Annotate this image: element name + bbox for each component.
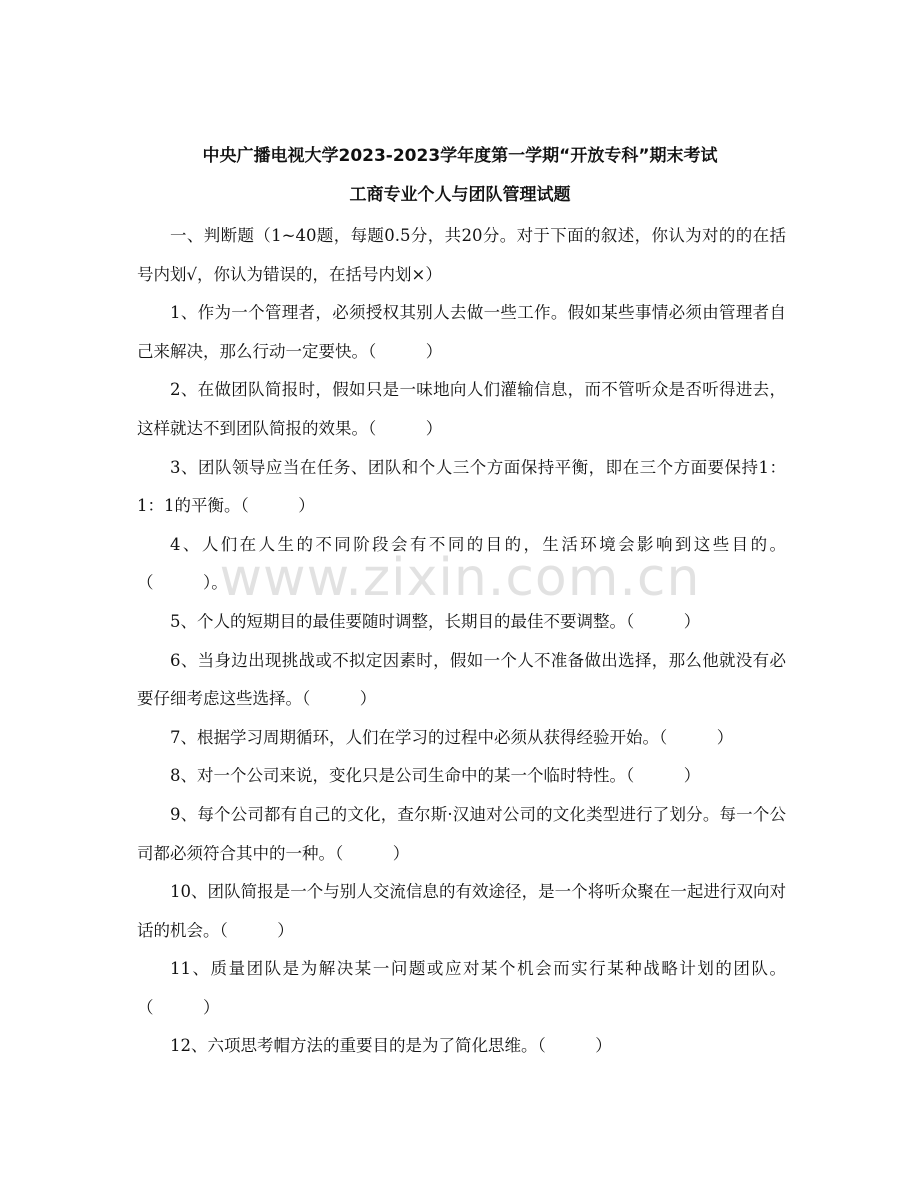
- question-item: 11、质量团队是为解决某一问题或应对某个机会而实行某种战略计划的团队。（ ）: [137, 959, 786, 1017]
- question-item: 5、个人的短期目的最佳要随时调整，长期目的最佳不要调整。（ ）: [170, 611, 701, 631]
- question-item: 8、对一个公司来说，变化只是公司生命中的某一个临时特性。（ ）: [170, 766, 701, 786]
- exam-title: 中央广播电视大学2023-2023学年度第一学期“开放专科”期末考试: [202, 146, 718, 166]
- question-item: 7、根据学习周期循环，人们在学习的过程中必须从获得经验开始。（ ）: [170, 727, 734, 747]
- question-item: 4、人们在人生的不同阶段会有不同的目的，生活环境会影响到这些目的。（ ）。: [137, 534, 786, 593]
- watermark-text: www.zixin.com.cn: [219, 548, 701, 608]
- question-list: [137, 217, 786, 1066]
- exam-subtitle: 工商专业个人与团队管理试题: [349, 185, 571, 205]
- question-item: 3、团队领导应当在任务、团队和个人三个方面保持平衡，即在三个方面要保持1：1：1的平衡。（ ）: [137, 457, 786, 516]
- question-item: 9、每个公司都有自己的文化，查尔斯·汉迪对公司的文化类型进行了划分。每一个公司都必须符合其中的一种。（ ）: [137, 804, 786, 863]
- question-item: 12、六项思考帽方法的重要目的是为了简化思维。（ ）: [170, 1036, 612, 1056]
- question-item: 2、在做团队简报时，假如只是一味地向人们灌输信息，而不管听众是否听得进去，这样就达不到团队简报的效果。（ ）: [137, 380, 786, 438]
- section-instructions: 一、判断题（1~40题，每题0.5分，共20分。对于下面的叙述，你认为对的的在括号内划√，你认为错误的，在括号内划×）: [137, 226, 786, 284]
- question-item: 10、团队简报是一个与别人交流信息的有效途径，是一个将听众聚在一起进行双向对话的机会。（ ）: [137, 882, 786, 940]
- question-item: 1、作为一个管理者，必须授权其别人去做一些工作。假如某些事情必须由管理者自己来解决，那么行动一定要快。（ ）: [137, 303, 786, 361]
- question-item: 6、当身边出现挑战或不拟定因素时，假如一个人不准备做出选择，那么他就没有必要仔细考虑这些选择。（ ）: [137, 650, 786, 709]
